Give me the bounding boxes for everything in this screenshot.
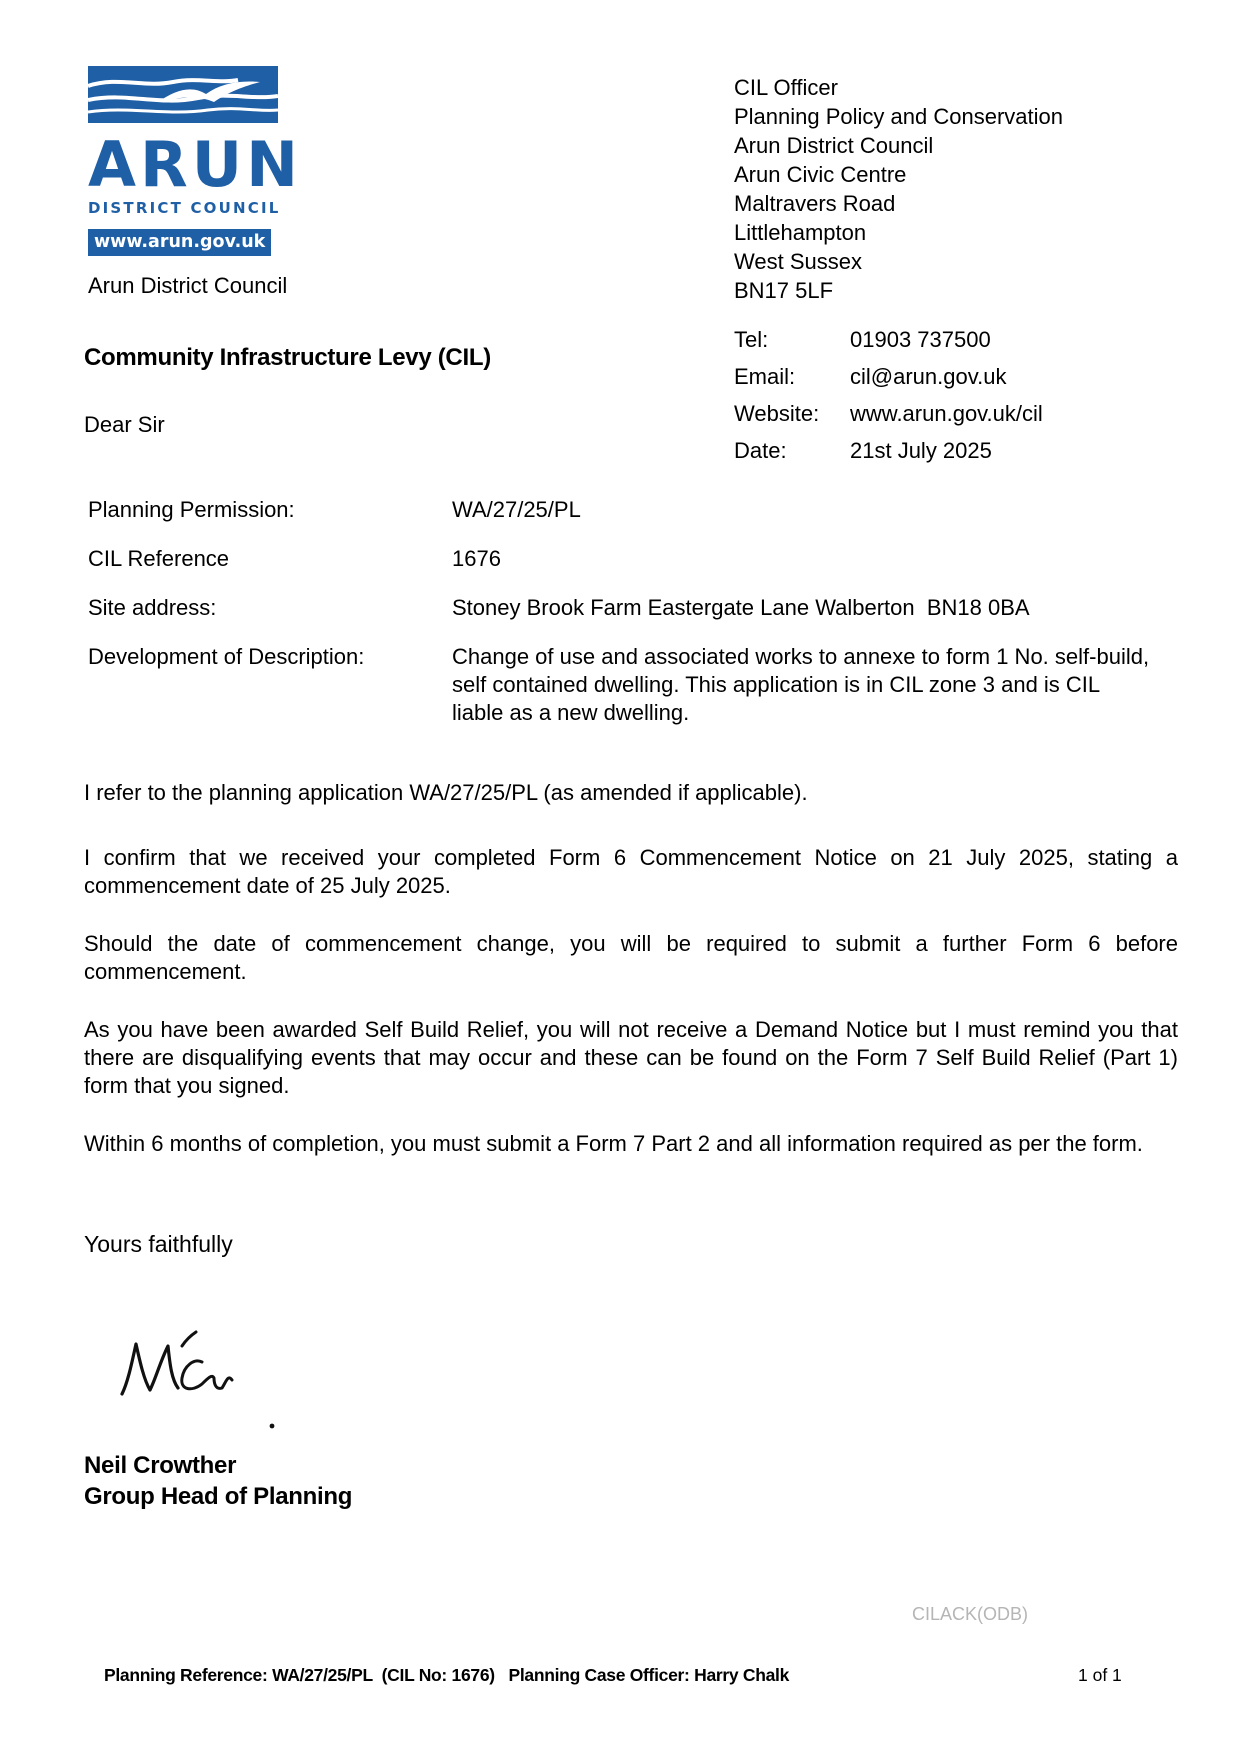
body-paragraph: I confirm that we received your completed Form 6 Commencement Notice on 21 July 2025, stating a commencement date of 25 July 2025. [84, 845, 1178, 898]
contact-value: www.arun.gov.uk/cil [850, 401, 1043, 426]
address-line: Maltravers Road [734, 191, 896, 216]
contact-row-email [734, 363, 1043, 400]
logo-website: www.arun.gov.uk [88, 229, 271, 256]
contact-row-tel [734, 326, 1043, 363]
address-line: Planning Policy and Conservation [734, 104, 1063, 129]
council-name: Arun District Council [88, 273, 288, 298]
detail-label: Site address: [88, 595, 217, 620]
signer-title: Group Head of Planning [84, 1483, 353, 1510]
detail-row [88, 594, 1168, 622]
body-paragraph: As you have been awarded Self Build Relief, you will not receive a Demand Notice but I must remind you that there are disqualifying events that may occur and these can be found on the Form 7 Self Build Relief (Part 1) form that you signed. [84, 1017, 1178, 1098]
council-logo [88, 66, 302, 256]
detail-value: 1676 [452, 546, 501, 571]
detail-value: WA/27/25/PL [452, 497, 581, 522]
application-details [88, 496, 1168, 748]
detail-row [88, 496, 1168, 524]
address-line: Arun Civic Centre [734, 162, 907, 187]
footer-reference: Planning Reference: WA/27/25/PL (CIL No: 1676) Planning Case Officer: Harry Chalk [104, 1665, 790, 1685]
contact-label: Tel: [734, 327, 769, 352]
closing: Yours faithfully [84, 1231, 233, 1257]
address-line: BN17 5LF [734, 278, 834, 303]
page-number: 1 of 1 [1078, 1665, 1122, 1685]
detail-value: Change of use and associated works to annexe to form 1 No. self-build, self contained dwelling. This application is in CIL zone 3 and is CIL liable as a new dwelling. [452, 644, 1150, 725]
seagull-waves-emblem [88, 66, 278, 123]
detail-row [88, 545, 1168, 573]
contact-value: cil@arun.gov.uk [850, 364, 1007, 389]
contact-label: Date: [734, 438, 787, 463]
contact-label: Website: [734, 401, 820, 426]
logo-subtitle: DISTRICT COUNCIL [88, 199, 281, 217]
contact-value: 01903 737500 [850, 327, 991, 352]
contact-label: Email: [734, 364, 796, 389]
detail-row [88, 643, 1168, 727]
signer-name: Neil Crowther [84, 1452, 237, 1479]
logo-name: ARUN [88, 128, 302, 201]
handwritten-signature [110, 1322, 290, 1432]
contact-value: 21st July 2025 [850, 438, 992, 463]
detail-value: Stoney Brook Farm Eastergate Lane Walberton BN18 0BA [452, 595, 1030, 620]
contact-row-date [734, 437, 1043, 474]
address-line: West Sussex [734, 249, 862, 274]
contact-details [734, 326, 1043, 474]
address-line: Arun District Council [734, 133, 934, 158]
sender-address [734, 73, 1174, 305]
contact-row-website [734, 400, 1043, 437]
salutation: Dear Sir [84, 412, 165, 437]
detail-label: CIL Reference [88, 546, 230, 571]
letter-subject: Community Infrastructure Levy (CIL) [84, 344, 491, 371]
detail-label: Planning Permission: [88, 497, 295, 522]
address-line: Littlehampton [734, 220, 867, 245]
address-line: CIL Officer [734, 75, 838, 100]
body-paragraph: I refer to the planning application WA/27/25/PL (as amended if applicable). [84, 780, 808, 805]
detail-label: Development of Description: [88, 644, 365, 669]
body-paragraph: Should the date of commencement change, you will be required to submit a further Form 6 before commencement. [84, 931, 1178, 984]
document-code: CILACK(ODB) [912, 1604, 1029, 1624]
body-paragraph: Within 6 months of completion, you must submit a Form 7 Part 2 and all information required as per the form. [84, 1131, 1143, 1156]
